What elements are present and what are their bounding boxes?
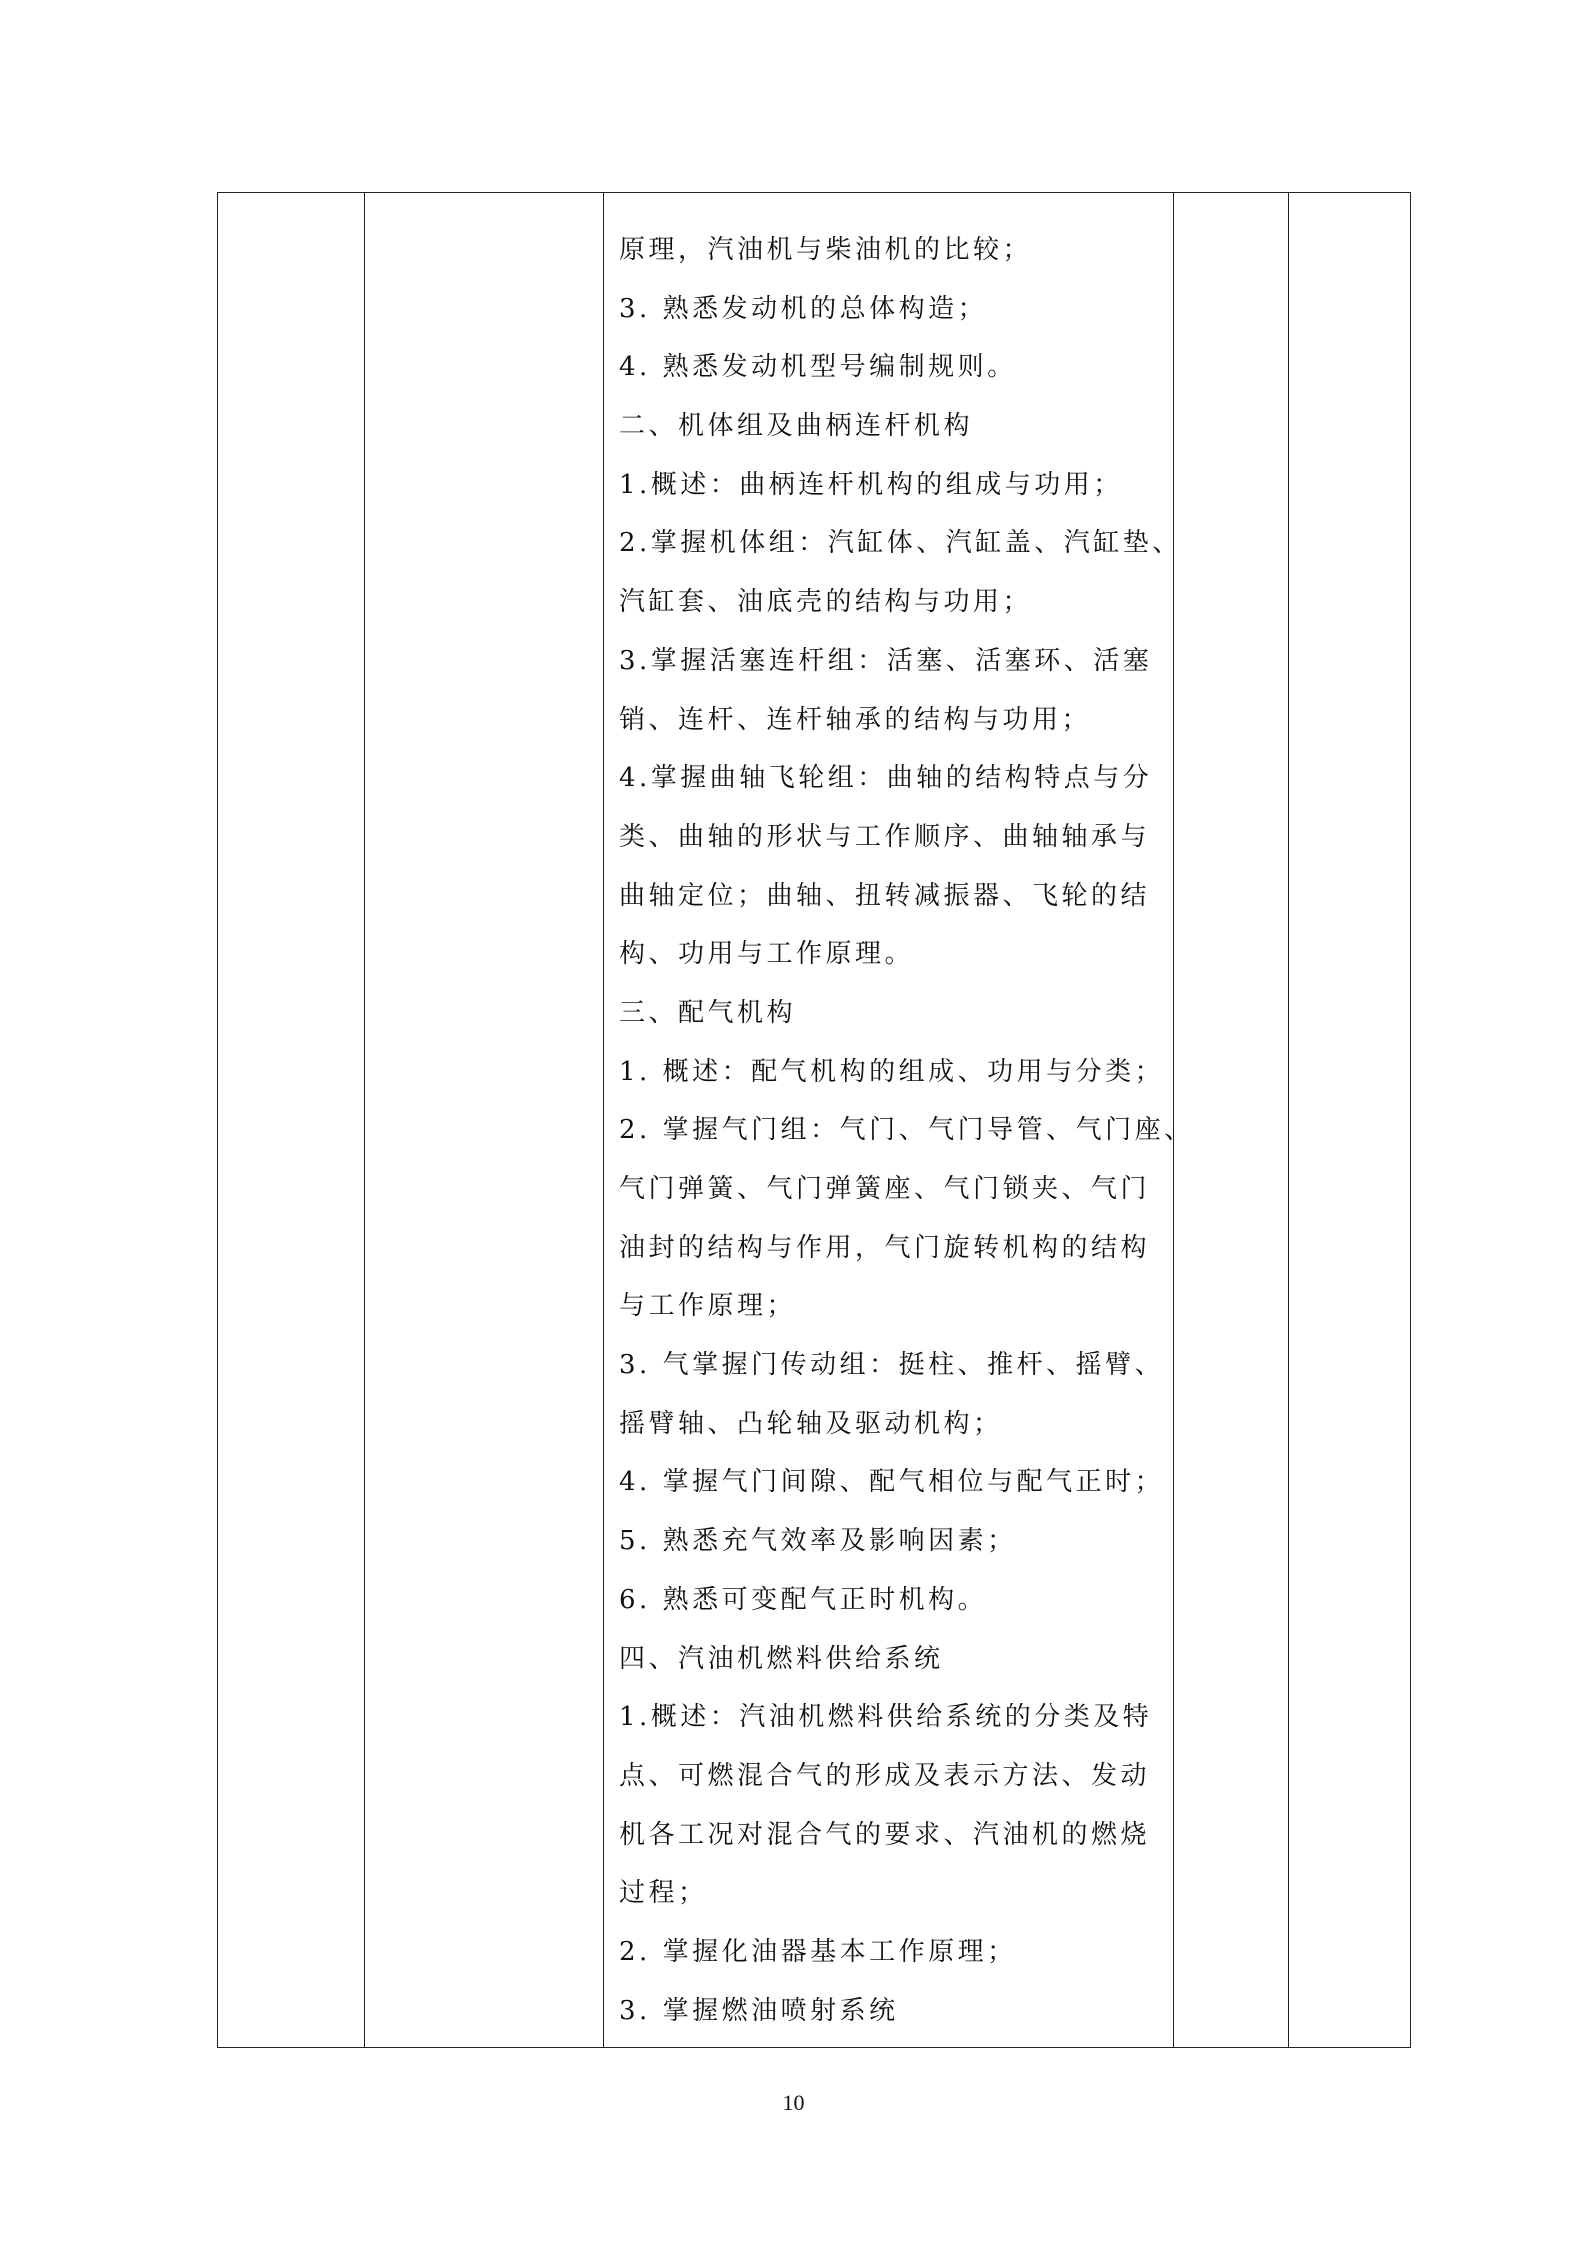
content-line: 4. 掌握气门间隙、配气相位与配气正时；	[619, 1467, 1165, 1498]
empty-cell-col5	[1289, 193, 1411, 2048]
content-line: 4.掌握曲轴飞轮组：曲轴的结构特点与分	[619, 763, 1153, 794]
section-heading: 三、配气机构	[619, 997, 797, 1028]
content-line: 与工作原理；	[619, 1291, 797, 1322]
content-cell	[604, 193, 1194, 2048]
content-line: 3. 气掌握门传动组：挺柱、推杆、摇臂、	[619, 1350, 1165, 1381]
content-line: 气门弹簧、气门弹簧座、气门锁夹、气门	[619, 1174, 1151, 1204]
content-line: 5. 熟悉充气效率及影响因素；	[619, 1526, 1017, 1557]
content-line: 3. 掌握燃油喷射系统	[619, 1995, 899, 2026]
content-line: 机各工况对混合气的要求、汽油机的燃烧	[619, 1819, 1151, 1850]
content-line: 1.概述：汽油机燃料供给系统的分类及特	[619, 1702, 1153, 1733]
content-line: 汽缸套、油底壳的结构与功用；	[619, 587, 1033, 618]
content-line: 2.掌握机体组：汽缸体、汽缸盖、汽缸垫、	[619, 528, 1182, 559]
content-line: 油封的结构与作用，气门旋转机构的结构	[619, 1232, 1151, 1263]
section-heading: 二、机体组及曲柄连杆机构	[619, 411, 974, 442]
page-number: 10	[782, 2090, 805, 2115]
content-line: 点、可燃混合气的形成及表示方法、发动	[619, 1760, 1151, 1791]
empty-cell-col2	[365, 193, 604, 2048]
content-line: 6. 熟悉可变配气正时机构。	[619, 1584, 988, 1615]
content-line: 1. 概述：配气机构的组成、功用与分类；	[619, 1056, 1165, 1087]
content-line: 1.概述：曲柄连杆机构的组成与功用；	[619, 469, 1123, 500]
content-line: 类、曲轴的形状与工作顺序、曲轴轴承与	[619, 821, 1151, 852]
content-line: 过程；	[619, 1878, 708, 1909]
section-heading: 四、汽油机燃料供给系统	[619, 1643, 944, 1674]
content-line: 3.掌握活塞连杆组：活塞、活塞环、活塞	[619, 645, 1153, 676]
content-line: 曲轴定位；曲轴、扭转减振器、飞轮的结	[619, 880, 1151, 911]
content-line: 构、功用与工作原理。	[619, 939, 915, 970]
empty-cell-col1	[218, 193, 365, 2048]
content-line: 2. 掌握化油器基本工作原理；	[619, 1936, 1017, 1967]
content-line: 4. 熟悉发动机型号编制规则。	[619, 352, 1017, 383]
content-line: 摇臂轴、凸轮轴及驱动机构；	[619, 1408, 1003, 1439]
content-line: 销、连杆、连杆轴承的结构与功用；	[619, 704, 1092, 735]
syllabus-table	[217, 192, 1411, 2048]
table-row	[218, 193, 1411, 2048]
content-line: 原理，汽油机与柴油机的比较；	[619, 235, 1033, 265]
content-line: 3. 熟悉发动机的总体构造；	[619, 293, 988, 324]
content-line: 2. 掌握气门组：气门、气门导管、气门座、	[619, 1115, 1194, 1146]
